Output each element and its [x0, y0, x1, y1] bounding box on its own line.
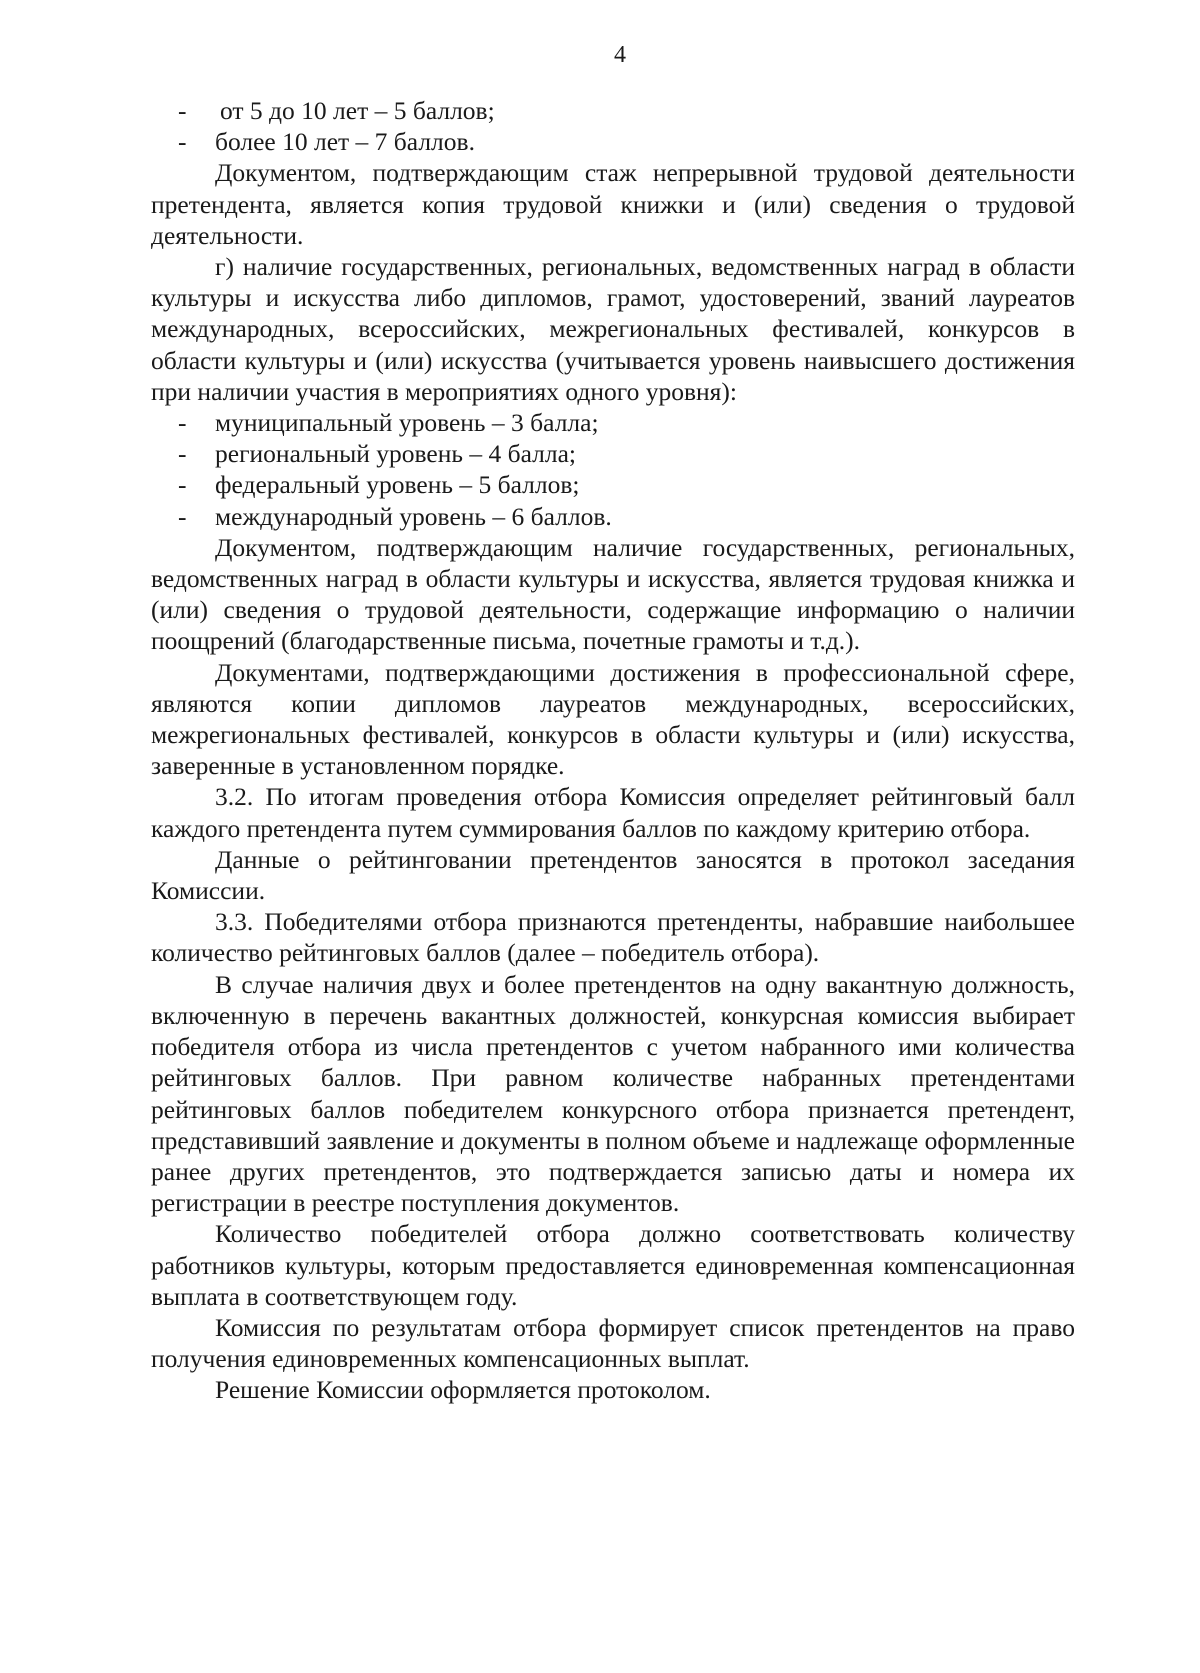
paragraph-achievements-document: Документами, подтверждающими достижения в профессиональной сфере, являются копии дипломов лауреатов международных, всероссийских, межрегиональных фестивалей, конкурсов в области культуры и (или) искусства, заверенные в установленном порядке. — [151, 657, 1075, 781]
list-dash: - — [178, 501, 187, 531]
paragraph-awards-criterion: г) наличие государственных, региональных, ведомственных наград в области культуры и искусства либо дипломов, грамот, удостоверений, званий лауреатов международных, всероссийских, межрегиональных фестивалей, конкурсов в области культуры и (или) искусства (учитывается уровень наивысшего достижения при наличии участия в мероприятиях одного уровня): — [151, 252, 1075, 406]
experience-points-list — [151, 95, 1075, 157]
list-item-text: региональный уровень – 4 балла; — [215, 439, 576, 469]
list-item — [151, 95, 1075, 126]
list-item — [151, 407, 1075, 438]
paragraph-awards-document: Документом, подтверждающим наличие государственных, региональных, ведомственных наград в области культуры и искусства, является трудовая книжка и (или) сведения о трудовой деятельности, содержащие информацию о наличии поощрений (благодарственные письма, почетные грамоты и т.д.). — [151, 532, 1075, 656]
list-item — [151, 438, 1075, 469]
paragraph-tie-break: В случае наличия двух и более претендентов на одну вакантную должность, включенную в перечень вакантных должностей, конкурсная комиссия выбирает победителя отбора из числа претендентов с учетом набранного ими количества рейтинговых баллов. При равном количестве набранных претендентами рейтинговых баллов победителем конкурсного отбора признается претендент, представивший заявление и документы в полном объеме и надлежаще оформленные ранее других претендентов, это подтверждается записью даты и номера их регистрации в реестре поступления документов. — [151, 969, 1075, 1218]
paragraph-section-3-3: 3.3. Победителями отбора признаются претенденты, набравшие наибольшее количество рейтинговых баллов (далее – победитель отбора). — [151, 907, 1075, 968]
list-dash: - — [178, 439, 187, 469]
list-item-text: более 10 лет – 7 баллов. — [215, 127, 475, 157]
paragraph-candidates-list: Комиссия по результатам отбора формирует список претендентов на право получения единовременных компенсационных выплат. — [151, 1312, 1075, 1374]
list-dash: - — [178, 96, 187, 125]
paragraph-section-3-2: 3.2. По итогам проведения отбора Комиссия определяет рейтинговый балл каждого претендента путем суммирования баллов по каждому критерию отбора. — [151, 782, 1075, 843]
paragraph-decision-protocol: Решение Комиссии оформляется протоколом. — [215, 1375, 711, 1405]
paragraph-rating-protocol: Данные о рейтинговании претендентов заносятся в протокол заседания Комиссии. — [151, 844, 1075, 906]
list-dash: - — [178, 470, 187, 500]
list-item-text: от 5 до 10 лет – 5 баллов; — [220, 96, 495, 125]
list-item — [151, 126, 1075, 157]
paragraph-winners-count: Количество победителей отбора должно соответствовать количеству работников культуры, которым предоставляется единовременная компенсационная выплата в соответствующем году. — [151, 1219, 1075, 1311]
list-item — [151, 469, 1075, 500]
paragraph-experience-document: Документом, подтверждающим стаж непрерывной трудовой деятельности претендента, является копия трудовой книжки и (или) сведения о трудовой деятельности. — [151, 158, 1075, 250]
list-dash: - — [178, 127, 187, 157]
list-item-text: федеральный уровень – 5 баллов; — [215, 470, 580, 500]
document-body — [151, 95, 1075, 1406]
award-levels-list — [151, 407, 1075, 532]
list-item-text: международный уровень – 6 баллов. — [215, 501, 612, 531]
page-number: 4 — [614, 42, 626, 68]
list-item-text: муниципальный уровень – 3 балла; — [215, 408, 599, 438]
list-item — [151, 501, 1075, 532]
list-dash: - — [178, 408, 187, 438]
